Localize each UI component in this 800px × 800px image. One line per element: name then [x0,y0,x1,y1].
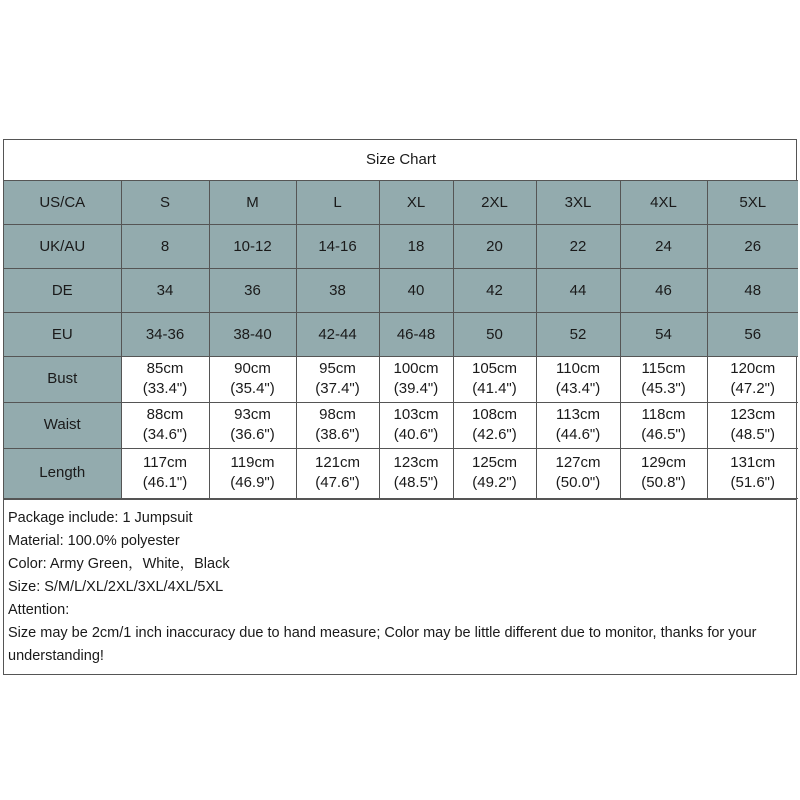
size-value-cell: 52 [536,312,620,356]
measurement-rows [4,356,798,498]
table-title: Size Chart [4,140,798,180]
size-value-cell: 8 [121,224,209,268]
size-system-rows [4,180,798,356]
measurement-cm: 123cm [393,454,439,471]
product-notes [4,499,796,674]
size-value-cell: 46 [620,268,707,312]
size-value-cell: 48 [707,268,798,312]
size-value-cell: 34 [121,268,209,312]
measurement-cm: 131cm [730,454,776,471]
measurement-cm: 125cm [471,454,518,471]
measurement-cell [379,448,453,498]
measurement-cm: 121cm [314,454,361,471]
note-line: Size: S/M/L/XL/2XL/3XL/4XL/5XL [8,578,224,595]
measurement-cm: 103cm [393,406,439,423]
size-system-label: UK/AU [4,224,121,268]
measurement-cell [209,402,296,448]
measurement-cell [121,402,209,448]
measurement-inch: (48.5") [393,474,439,491]
measurement-cell [707,356,798,402]
measurement-cm: 95cm [319,360,356,377]
measurement-label: Waist [4,402,121,448]
measurement-cm: 108cm [471,406,518,423]
measurement-inch: (40.6") [393,426,439,443]
measurement-inch: (45.3") [641,380,686,397]
size-system-label: US/CA [4,180,121,224]
measurement-cell [536,356,620,402]
measurement-cm: 118cm [641,406,686,423]
size-value-cell: 2XL [453,180,536,224]
note-line: Package include: 1 Jumpsuit [8,509,193,526]
measurement-cm: 117cm [143,454,187,471]
measurement-cm: 98cm [319,406,356,423]
size-value-cell: M [209,180,296,224]
measurement-cell [453,448,536,498]
size-system-label: DE [4,268,121,312]
note-line: Color: Army Green，White，Black [8,555,230,572]
measurement-inch: (48.5") [730,426,775,443]
measurement-cm: 115cm [641,360,686,377]
size-value-cell: 4XL [620,180,707,224]
measurement-inch: (33.4") [142,380,188,397]
size-value-cell: 18 [379,224,453,268]
size-table [4,140,798,499]
measurement-label: Length [4,448,121,498]
size-row [4,180,798,224]
measurement-inch: (37.4") [315,380,360,397]
size-value-cell: 56 [707,312,798,356]
measurement-row [4,448,798,498]
measurement-inch: (47.6") [315,474,360,491]
size-value-cell: 50 [453,312,536,356]
size-value-cell: 36 [209,268,296,312]
size-value-cell: 40 [379,268,453,312]
measurement-cell [296,356,379,402]
size-value-cell: 38-40 [209,312,296,356]
size-value-cell: 22 [536,224,620,268]
measurement-cell [209,448,296,498]
size-chart [3,139,797,675]
size-value-cell: 14-16 [296,224,379,268]
measurement-cell [536,448,620,498]
measurement-cm: 85cm [146,360,184,377]
measurement-cell [379,356,453,402]
measurement-cm: 129cm [640,454,687,471]
measurement-cm: 123cm [730,406,776,423]
measurement-inch: (35.4") [230,380,275,397]
measurement-inch: (39.4") [393,380,439,397]
measurement-cm: 90cm [234,360,271,377]
measurement-cell [296,402,379,448]
size-value-cell: 20 [453,224,536,268]
measurement-cm: 120cm [730,360,776,377]
measurement-cell [536,402,620,448]
note-line: Size may be 2cm/1 inch inaccuracy due to hand measure; Color may be little different due to monitor, thanks for your understanding! [8,624,757,664]
measurement-cell [707,448,798,498]
size-row [4,224,798,268]
measurement-inch: (42.6") [472,426,517,443]
size-value-cell: 42-44 [296,312,379,356]
measurement-cell [453,356,536,402]
measurement-label: Bust [4,356,121,402]
measurement-cell [121,356,209,402]
measurement-inch: (50.0") [555,474,601,491]
size-value-cell: XL [379,180,453,224]
measurement-inch: (50.8") [641,474,686,491]
measurement-inch: (46.5") [641,426,686,443]
measurement-inch: (38.6") [315,426,360,443]
size-value-cell: 34-36 [121,312,209,356]
measurement-inch: (41.4") [472,380,517,397]
note-line: Material: 100.0% polyester [8,532,180,549]
size-value-cell: 54 [620,312,707,356]
size-row [4,312,798,356]
note-line: Attention: [8,601,70,618]
measurement-inch: (44.6") [555,426,601,443]
size-value-cell: 42 [453,268,536,312]
measurement-cell [620,402,707,448]
size-value-cell: 38 [296,268,379,312]
measurement-cm: 119cm [230,454,275,471]
measurement-cell [379,402,453,448]
measurement-cell [620,448,707,498]
measurement-cm: 110cm [556,360,600,377]
measurement-inch: (47.2") [730,380,775,397]
size-value-cell: L [296,180,379,224]
measurement-inch: (43.4") [555,380,601,397]
measurement-cm: 93cm [234,406,271,423]
measurement-row [4,356,798,402]
size-value-cell: 5XL [707,180,798,224]
size-value-cell: 46-48 [379,312,453,356]
measurement-inch: (34.6") [142,426,188,443]
measurement-cm: 105cm [471,360,518,377]
measurement-cm: 88cm [146,406,184,423]
measurement-inch: (46.9") [230,474,275,491]
measurement-cell [707,402,798,448]
size-value-cell: 24 [620,224,707,268]
measurement-row [4,402,798,448]
measurement-cm: 100cm [393,360,439,377]
size-system-label: EU [4,312,121,356]
measurement-cm: 127cm [555,454,601,471]
measurement-inch: (51.6") [730,474,775,491]
measurement-cell [620,356,707,402]
measurement-cell [453,402,536,448]
measurement-inch: (46.1") [142,474,188,491]
measurement-cell [121,448,209,498]
size-value-cell: S [121,180,209,224]
size-value-cell: 44 [536,268,620,312]
size-value-cell: 10-12 [209,224,296,268]
size-row [4,268,798,312]
measurement-cell [209,356,296,402]
size-value-cell: 26 [707,224,798,268]
measurement-inch: (49.2") [472,474,517,491]
measurement-cm: 113cm [556,406,600,423]
measurement-cell [296,448,379,498]
size-value-cell: 3XL [536,180,620,224]
measurement-inch: (36.6") [230,426,275,443]
